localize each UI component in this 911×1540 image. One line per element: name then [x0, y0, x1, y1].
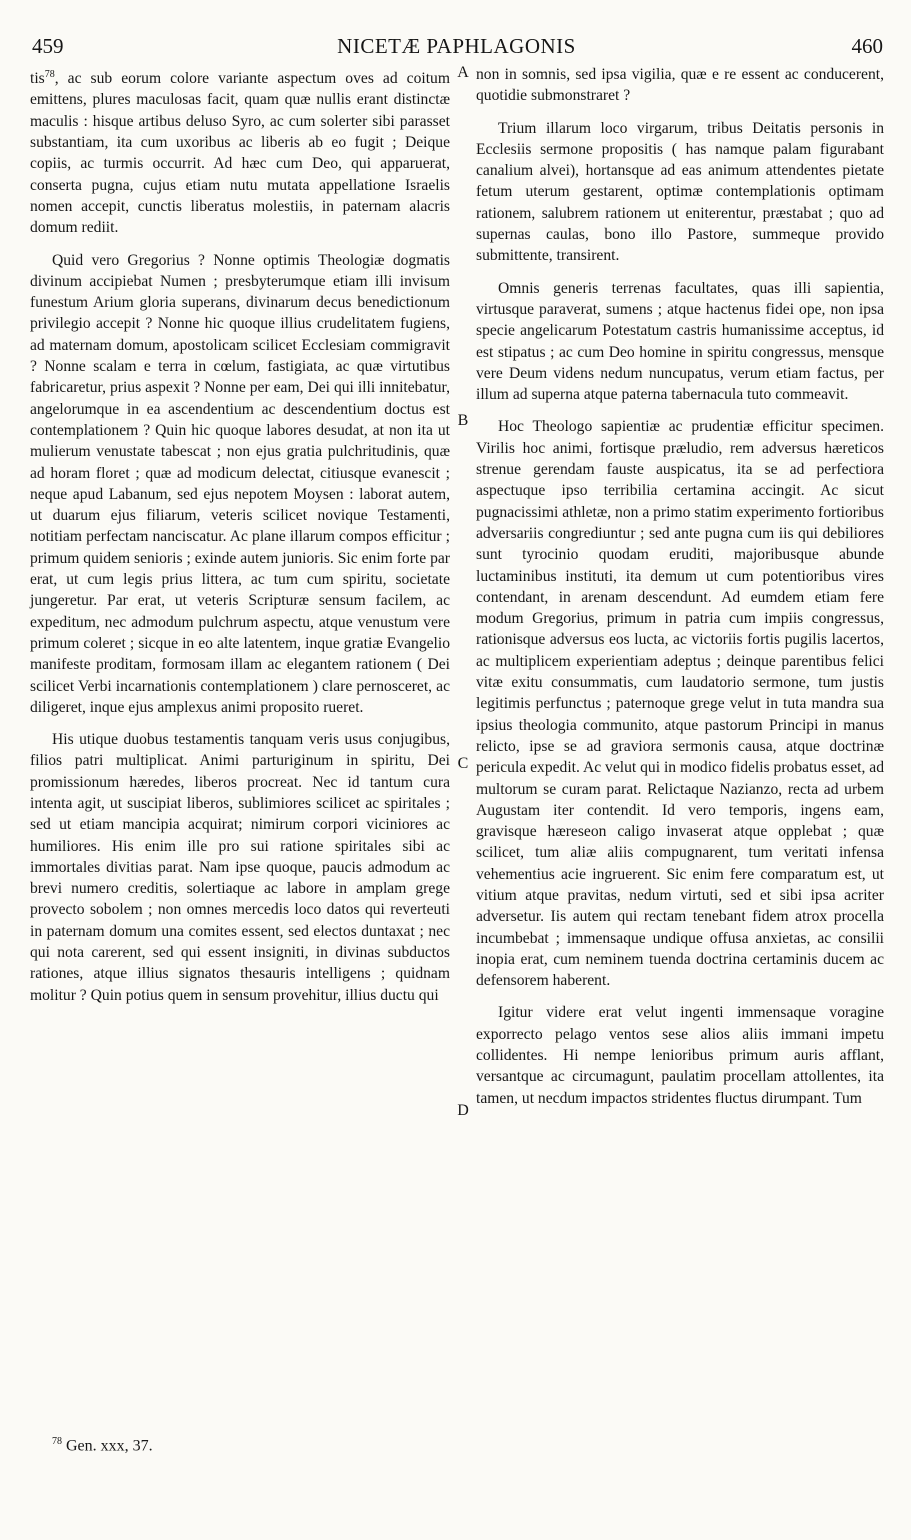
- margin-marker-b: B: [457, 412, 469, 429]
- running-header: [30, 34, 883, 64]
- paragraph-text: , ac sub eorum colore variante aspectum oves ad coitum emittens, plures maculosas facit, quam quæ nullis erant distinctæ maculis : hisque artibus deluso Syro, ac cum solerter sibi parasset substantiam, ita cum uxoribus ac liberis ab eo fugit ; Deique copiis, ac turmis occurrit. Ad hæc cum Deo, qui apparuerat, conserta pugna, cujus etiam nutu mutata appellatione Israelis nomen accepit, cunctis liberatus molestiis, in paternam alacris domum rediit.: [30, 70, 450, 237]
- left-column: [30, 64, 450, 1006]
- paragraph-virgae: Trium illarum loco virgarum, tribus Deitatis personis in Ecclesiis sermone propositis ( has namque palam figurabant canalium alvei), hortansque ad eas animum attendentes pietate fetum uterum gestarent, optimæ contemplationis optimam rationem, salubrem rationem ut eniterentur, præstabat ; quo ad supernas caulas, bono illo Pastore, summeque provido submittente, transirent.: [476, 119, 884, 265]
- paragraph-jacob: [30, 64, 450, 239]
- footnote-text: Gen. xxx, 37.: [66, 1437, 153, 1455]
- margin-marker-d: D: [457, 1102, 469, 1119]
- footnote-reference: 78: [44, 69, 55, 80]
- margin-marker-c: C: [457, 755, 469, 772]
- page-number-right: 460: [851, 34, 883, 58]
- running-title: NICETÆ PAPHLAGONIS: [337, 34, 576, 58]
- paragraph-theologo: Hoc Theologo sapientiæ ac prudentiæ efficitur specimen. Virilis hoc animi, fortisque præludio, rem adversus hæreticos strenue gerendam fauste auspicatus, ita se ad perfectiora aspectuque ipso terribilia certamina accingit. Ac sicut pugnacissimi athletæ, non a primo statim experimento fortioribus adversariis congrediuntur ; sed ante pugna cum iis qui debiliores sunt tyrocinio quodam eruditi, majoribusque abunde luctaminibus instituti, ita demum ut cum potentioribus vires contendant, in arenam descendunt. Ad eumdem etiam fere modum Gregorius, primum in patria cum impiis congressus, rationisque adversus eos lucta, ac victoriis fortis pugilis lacertos, ac multiplicem experientiam adeptus ; deinque parentibus felici vitæ exitu consummatis, cum laudatorio sermone, tum justis legitimis perfunctus ; paternoque grege velut in tuta mandra sua ipsius theologia communito, atque pastorum Principi in manus relicto, ipse se ad graviora sermonis causa, atque doctrinæ pericula expedit. Ac velut qui in modico fidelis probatus esset, ad multorum se curam parat. Relictaque Nazianzo, recta ad urbem Augustam iter contendit. Id vero temporis, ingens eam, gravisque hæreseon caligo invaserat atque opplebat ; quæ scilicet, tum aliæ aliis compugnarent, tum veritati infensa vehementius acie ingruerent. Sic enim fere comparatum est, ut vitium atque pravitas, nedum virtuti, sed et sibi ipsa acriter adversetur. Iis autem qui rectam tenebant fidem atrox procella incumbebat ; immensaque undique offusa anxietas, ac consilii inopia erat, cum neminem tuenda doctrina certaminis ducem ac defensorem haberent.: [476, 418, 884, 990]
- right-column: [476, 64, 884, 1109]
- paragraph-start: tis: [30, 70, 45, 88]
- paragraph-continuation: non in somnis, sed ipsa vigilia, quæ e re essent ac conducerent, quotidie submonstraret ?: [476, 66, 884, 105]
- page-number-left: 459: [32, 34, 64, 58]
- paragraph-vorago: Igitur videre erat velut ingenti immensaque voragine exporrecto pelago ventos sese alios aliis immani impetu collidentes. Hi nempe lenioribus primum auris afflant, versantque ac circumagunt, paulatim procellam attollentes, ita tamen, ut necdum impactos stridentes fluctus dirumpant. Tum: [476, 1004, 884, 1107]
- paragraph-testamenta: His utique duobus testamentis tanquam veris usus conjugibus, filios patri multiplicat. Animi parturiginum in spiritu, Dei promissionum hæredes, liberos procreat. Nec id tantum cura intenta agit, ut suscipiat liberos, sublimiores scilicet ac spiritales ; sed ut etiam mancipia acquirat; nimirum corpori viciniores ac humiliores. His enim ille pro sui ratione spiritales sibi ac immortales divitias parat. Nam ipse quoque, paucis admodum ac brevi numero creditis, solertiaque ac labore in amplam grege provecto sobolem ; non omnes mercedis loco datos qui reverteuti in paternam domum una comites essent, sed electos duntaxat ; nec qui nota carerent, sed qui essent insigniti, in divinas subductos rationes, atque illius signatos thesauris intelligens ; quidnam molitur ? Quin potius quem in sensum provehitur, illius ductu qui: [30, 731, 450, 1004]
- footnote: [52, 1436, 153, 1455]
- footnote-number: 78: [52, 1436, 62, 1447]
- margin-marker-a: A: [457, 64, 469, 81]
- paragraph-gregorius: Quid vero Gregorius ? Nonne optimis Theologiæ dogmatis divinum accipiebat Numen ; presbyterumque etiam illi invisum funestum Arium gloria superans, divinarum decus benedictionum privilegio accepit ? Nonne hic quoque illius crudelitatem fugiens, ad maternam domum, apostolicam scilicet Ecclesiam commigravit ? Nonne scalam e terra in cœlum, fastigiata, ac quæ virtutibus fabricaretur, prius aspexit ? Nonne per eam, Dei qui illi innitebatur, angelorumque in ea ascendentium ac descendentium doctus est contemplationem ? Quin hic quoque labores desudat, at non ita ut mulierum venustate tabescat ; non ejus gratia pulchritudinis, quæ ad horam floret ; quæ ad modicum delectat, citiusque evanescit ; neque apud Labanum, sed ejus nepotem Moysen : laborat autem, ut duarum ejus filiarum, veteris scilicet novique Testamenti, notitiam perfectam nanciscatur. Ac plane illarum compos efficitur ; primum quidem senioris ; exinde autem junioris. Sic enim forte par erat, ut cum legis prius littera, ac tum cum spiritu, societate jungeretur. Par erat, ut veteris Scripturæ sensum facilem, ac expeditum, nec admodum pulchrum aspectu, atque venustum vere primum coleret ; sicque in eo alte latentem, inque gratiæ Evangelio manifeste proditam, formosam illam ac elegantem rationem ( Dei scilicet Verbi incarnationis contemplationem ) clare pernosceret, ac diligeret, inque ejus amplexus animi proposito rueret.: [30, 251, 450, 716]
- paragraph-facultates: Omnis generis terrenas facultates, quas illi sapientia, virtusque paraverat, sumens ; atque hactenus fidei ope, non ipsa specie angelicarum Potestatum castris humanissime acceptus, id est stipatus ; ac cum Deo homine in spiritu congressus, mensque vere Deum videns nedum nuncupatus, verum etiam factus, per illum ad superna atque paterna tabernacula tuto commeavit.: [476, 279, 884, 404]
